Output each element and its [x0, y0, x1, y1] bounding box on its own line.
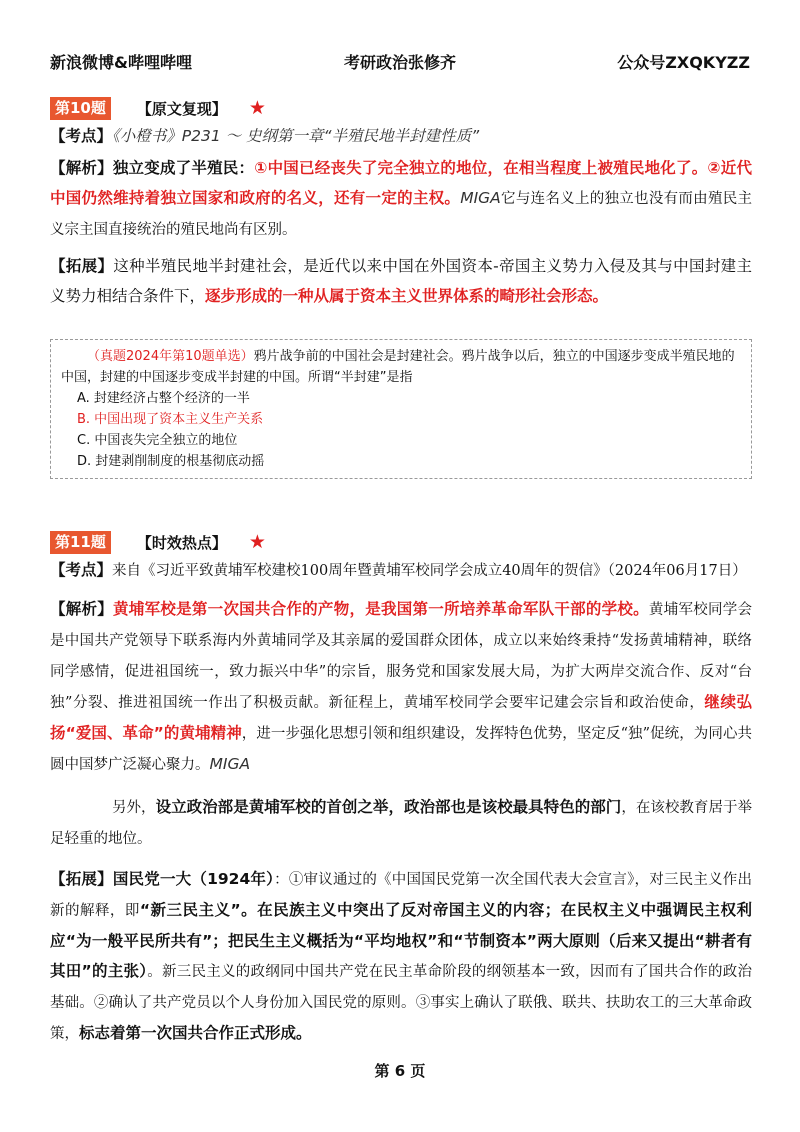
- quiz-stem: [61, 346, 743, 388]
- jiexi-label: 【解析】: [50, 159, 113, 177]
- q10-tuozhan: [50, 251, 752, 311]
- para2-tail: ，在该校教育居于举足轻重的地位。: [50, 800, 753, 847]
- q11-jiexi: [50, 594, 752, 780]
- tuozhan-bold-3: 标志着第一次国共合作正式形成。: [79, 1024, 312, 1042]
- q11-heading: [50, 529, 752, 555]
- q11-number-badge: 第11题: [50, 531, 111, 554]
- page-content: [50, 95, 752, 1049]
- jiexi-end: ，进一步强化思想引领和组织建设，发挥特色优势，坚定反“独”促统，为同心共圆中国梦广泛凝心聚力。: [50, 726, 753, 773]
- jiexi-red-highlight: ①中国已经丧失了完全独立的地位，在相当程度上被殖民地化了。②近代中国仍然维持着独立国家和政府的名义，还有一定的主权。: [50, 159, 752, 207]
- star-icon: ★: [248, 531, 266, 553]
- jiexi-label: 【解析】: [50, 600, 114, 618]
- tuozhan-label: 【拓展】: [50, 870, 113, 888]
- page-header: [50, 50, 750, 72]
- para2-bold: 设立政治部是黄埔军校的首创之举，政治部也是该校最具特色的部门: [155, 798, 622, 816]
- q11-tag: 【时效热点】: [136, 533, 227, 552]
- header-wechat-account: 公众号ZXQKYZZ: [617, 53, 750, 72]
- q10-kaodian: [50, 121, 752, 151]
- q11-tuozhan: [50, 864, 752, 1049]
- jiexi-tail: 它与连名义上的独立也没有而由殖民主义宗主国直接统治的殖民地尚有区别。: [50, 191, 752, 238]
- miga-mark: MIGA: [460, 189, 501, 207]
- kaodian-text: 《小橙书》P231 ～ 史纲第一章“半殖民地半封建性质”: [112, 127, 480, 145]
- kaodian-label: 【考点】: [50, 127, 113, 145]
- tuozhan-bold-1: 国民党一大（1924年）: [112, 870, 275, 888]
- jiexi-lead: 独立变成了半殖民：: [112, 159, 255, 177]
- tuozhan-text-1: ：①审议通过的《中国国民党第一次全国代表大会宣言》，对三民主义作出新的解释，即: [50, 872, 753, 919]
- star-icon: ★: [248, 97, 266, 119]
- page-number: 第 6 页: [374, 1062, 426, 1080]
- tuozhan-label: 【拓展】: [50, 257, 114, 275]
- q11-paragraph-2: [50, 792, 752, 854]
- header-weibo-bilibili: 新浪微博&哔哩哔哩: [50, 53, 192, 72]
- quiz-option-a: A. 封建经济占整个经济的一半: [77, 391, 250, 406]
- jiexi-body: 黄埔军校同学会是中国共产党领导下联系海内外黄埔同学及其亲属的爱国群众团体，成立以来始终秉持“发扬黄埔精神，联络同学感情，促进祖国统一，致力振兴中华”的宗旨，服务党和国家发展大局，为扩大两岸交流合作、反对“台独”分裂、推进祖国统一作出了积极贡献。新征程上，黄埔军校同学会要牢记建会宗旨和政治使命，: [50, 602, 752, 711]
- q10-tag: 【原文复现】: [136, 99, 227, 118]
- q10-number-badge: 第10题: [50, 97, 111, 120]
- miga-mark: MIGA: [209, 755, 251, 773]
- quiz-option-b-correct: B. 中国出现了资本主义生产关系: [77, 412, 264, 427]
- quiz-option-c: C. 中国丧失完全独立的地位: [77, 433, 238, 448]
- tuozhan-text: 这种半殖民地半封建社会，是近代以来中国在外国资本-帝国主义势力入侵及其与中国封建主义势力相结合条件下，: [50, 257, 752, 305]
- quiz-source: （真题2024年第10题单选）: [87, 349, 254, 364]
- q10-jiexi: [50, 153, 752, 245]
- tuozhan-text-2: 。新三民主义的政纲同中国共产党在民主革命阶段的纲领基本一致，因而有了国共合作的政治基础。②确认了共产党员以个人身份加入国民党的原则。③事实上确认了联俄、联共、扶助农工的三大革命政策，: [50, 964, 752, 1042]
- kaodian-label: 【考点】: [50, 561, 113, 579]
- tuozhan-bold-2: “新三民主义”。在民族主义中突出了反对帝国主义的内容；在民权主义中强调民主权利应“为一般平民所共有”；把民生主义概括为“平均地权”和“节制资本”两大原则（后来又提出“耕者有其田”的主张）: [50, 901, 752, 980]
- tuozhan-red-highlight: 逐步形成的一种从属于资本主义世界体系的畸形社会形态。: [205, 287, 609, 305]
- kaodian-text: 来自《习近平致黄埔军校建校100周年暨黄埔军校同学会成立40周年的贺信》（2024年06月17日）: [112, 563, 747, 579]
- jiexi-red-highlight-2: 继续弘扬“爱国、革命”的黄埔精神: [50, 693, 752, 742]
- q10-heading: [50, 95, 752, 121]
- exam-question-box: [50, 339, 752, 479]
- quiz-option-d: D. 封建剥削制度的根基彻底动摇: [77, 454, 265, 469]
- q11-kaodian: [50, 555, 752, 586]
- header-author: 考研政治张修齐: [343, 53, 456, 72]
- jiexi-red-highlight: 黄埔军校是第一次国共合作的产物，是我国第一所培养革命军队干部的学校。: [113, 600, 649, 618]
- quiz-stem-text: 鸦片战争前的中国社会是封建社会。鸦片战争以后，独立的中国逐步变成半殖民地的中国，封建的中国逐步变成半封建的中国。所谓“半封建”是指: [61, 349, 735, 385]
- para2-lead: 另外，: [112, 800, 156, 816]
